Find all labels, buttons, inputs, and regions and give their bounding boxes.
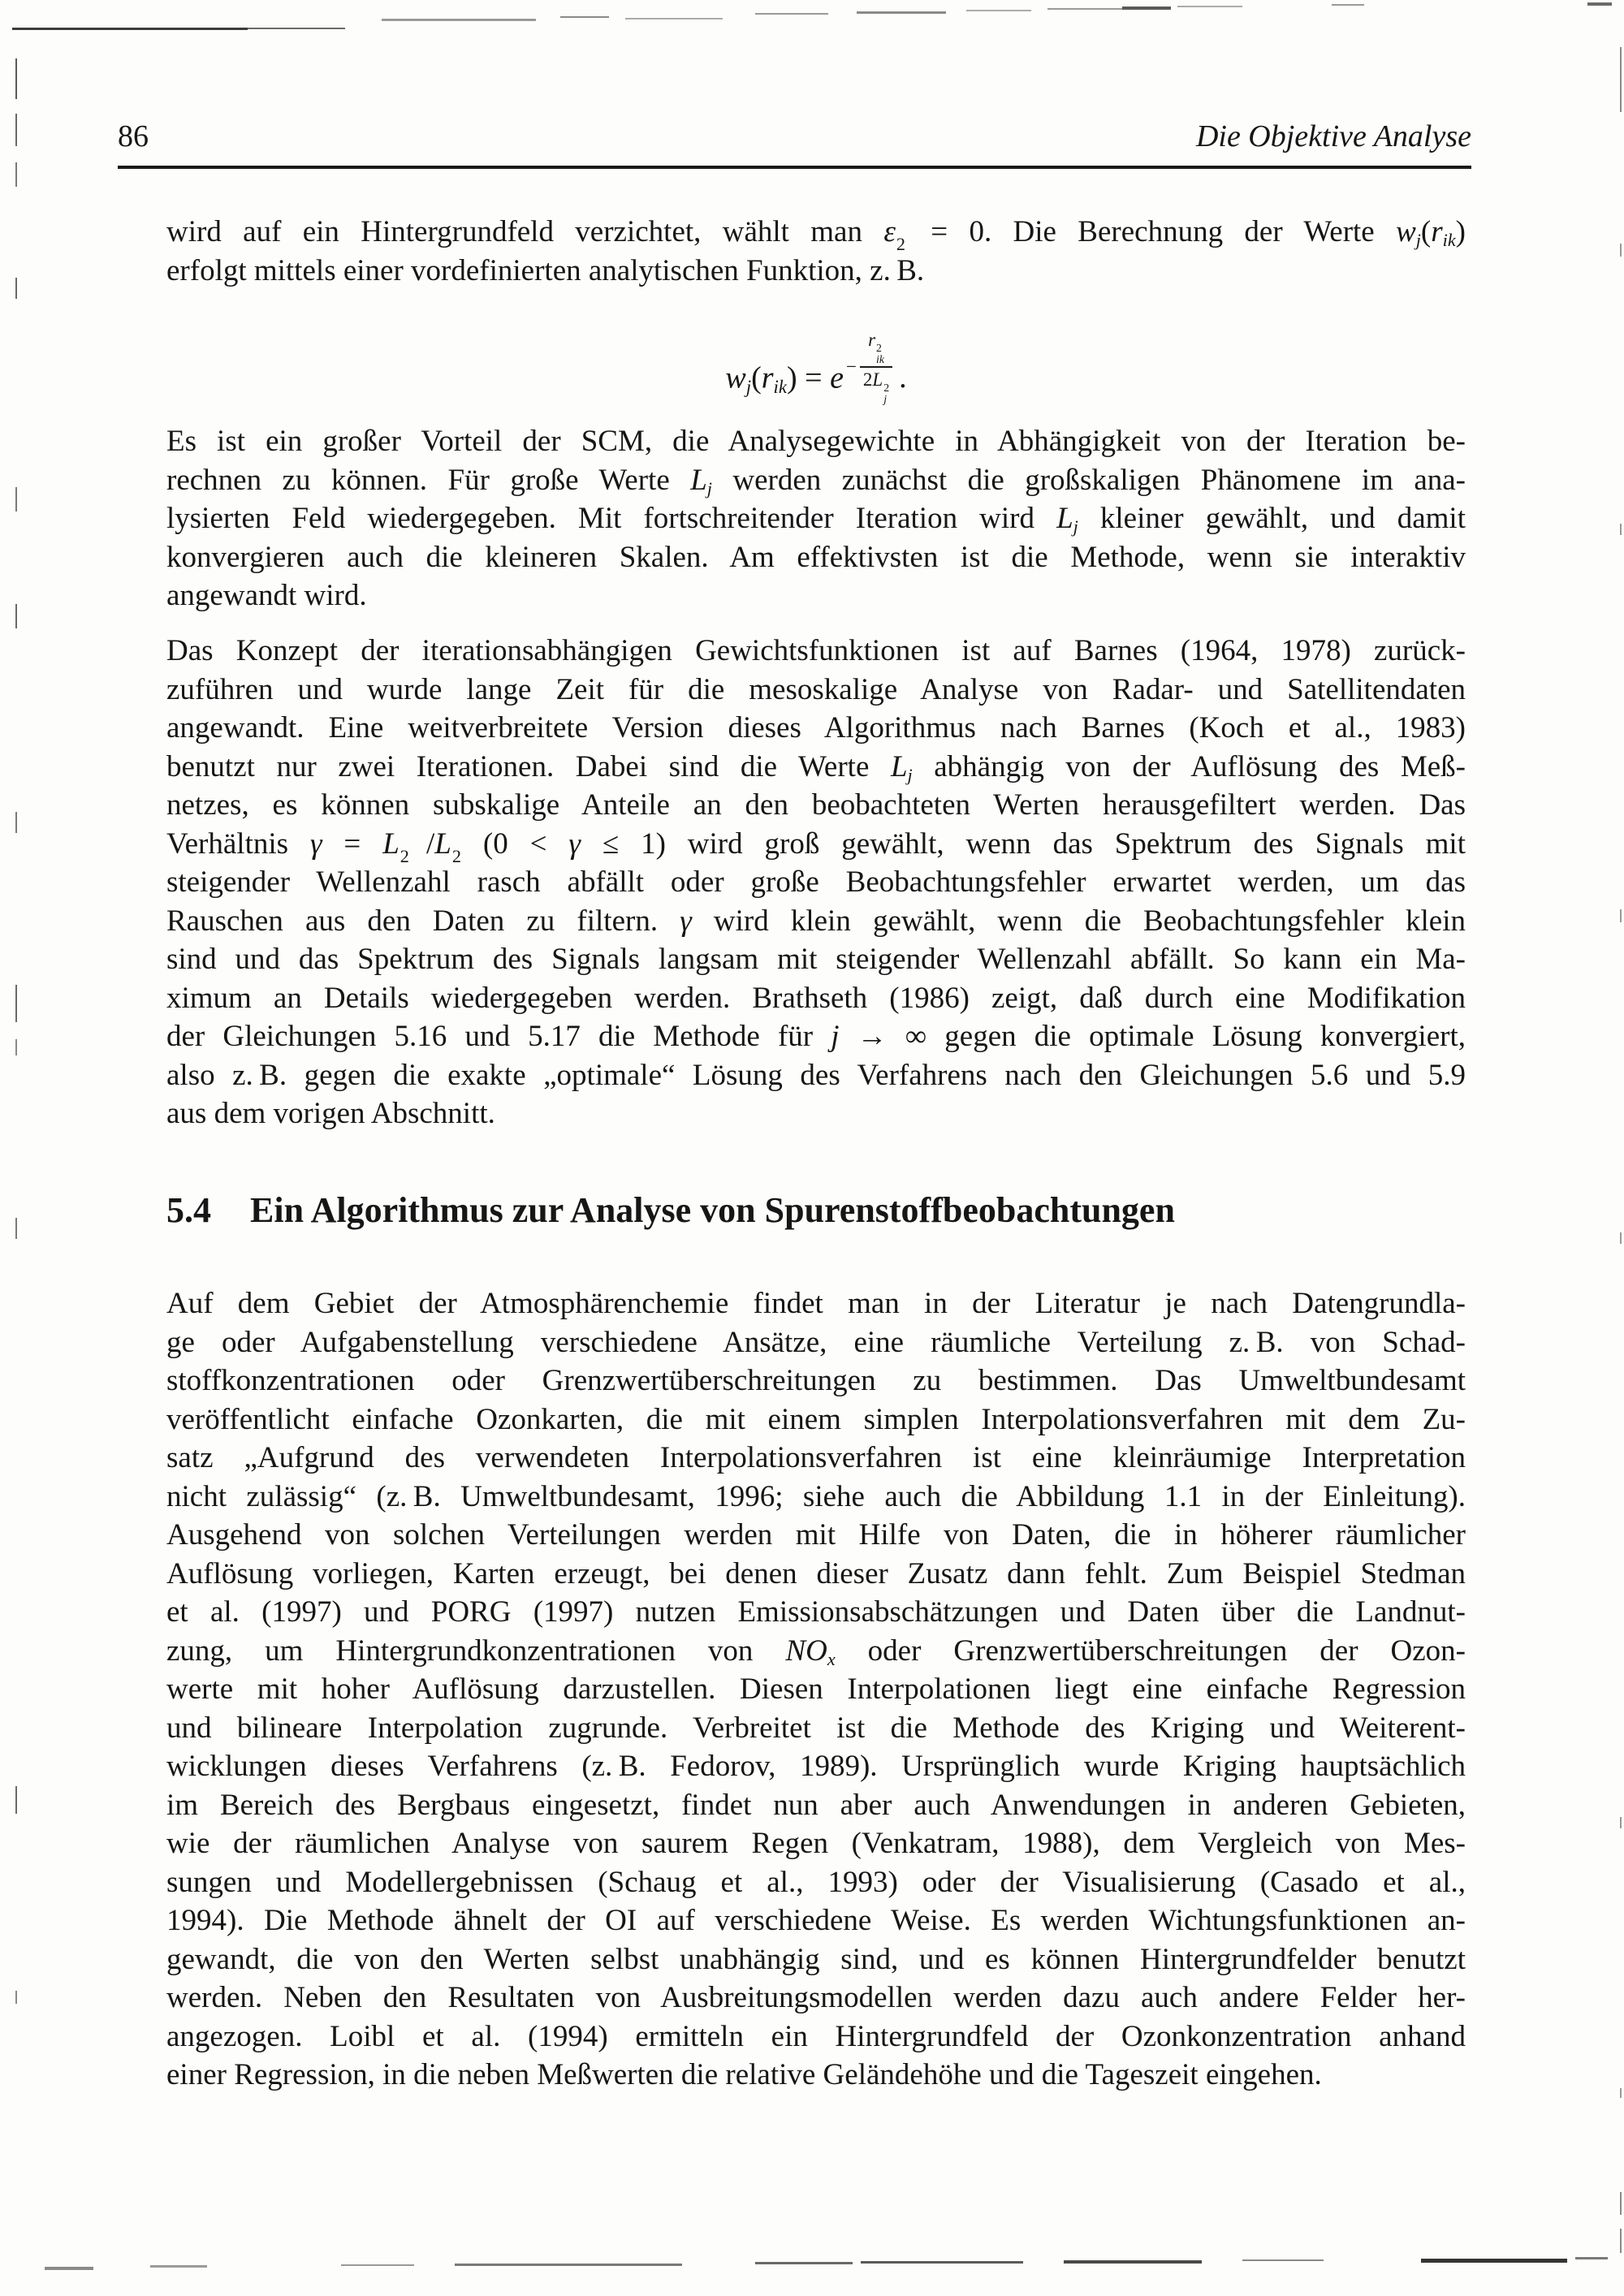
eq-den-stack (883, 382, 889, 405)
math-token: 2 (400, 845, 409, 863)
scan-artifact (1620, 2192, 1622, 2215)
text-line: 1994). Die Methode ähnelt der OI auf verschiedene Weise. Es werden Wichtungsfunktionen an- (166, 1904, 1466, 1937)
eq-num-r: r (868, 330, 876, 350)
scan-artifact (1620, 244, 1622, 257)
math-token: 2 (451, 845, 461, 863)
scan-artifact (1620, 909, 1622, 922)
math-token: j (706, 477, 712, 498)
text-line: rechnen zu können. Für große Werte Lj werden zunächst die großskaligen Phänomene im ana- (166, 463, 1466, 498)
scan-artifact (1332, 4, 1364, 6)
math-token: ik (1442, 230, 1456, 251)
scan-artifact (15, 1786, 17, 1814)
section-number: 5.4 (166, 1190, 211, 1230)
page-number: 86 (118, 119, 149, 153)
eq-r-sub: ik (773, 376, 787, 397)
scan-artifact (1064, 2260, 1202, 2264)
eq-den-coeff: 2 (862, 369, 873, 391)
math-token: j (907, 764, 913, 785)
section-heading (166, 1190, 1466, 1231)
math-token: ε (883, 215, 896, 248)
header-rule (118, 166, 1471, 169)
text-line: werden. Neben den Resultaten von Ausbreitungsmodellen werden dazu auch andere Felder her- (166, 1981, 1466, 2014)
eq-w-sub: j (745, 376, 752, 397)
eq-w: w (725, 360, 746, 395)
scan-artifact (1177, 6, 1242, 7)
text-line: zuführen und wurde lange Zeit für die mesoskalige Analyse von Radar- und Satellitendaten (166, 672, 1466, 706)
eq-num-sup: 2 (876, 341, 882, 354)
text-line: et al. (1997) und PORG (1997) nutzen Emissionsabschätzungen und Daten über die Landnut- (166, 1595, 1466, 1629)
scan-artifact (455, 2264, 682, 2266)
math-token: 2 (896, 234, 905, 252)
scan-artifact (15, 114, 17, 146)
eq-num-stack (876, 343, 884, 365)
eq-equals: = (805, 360, 823, 395)
text-line: und bilineare Interpolation zugrunde. Verbreitet ist die Methode des Kriging und Weiterent- (166, 1711, 1466, 1745)
scan-artifact (15, 162, 17, 187)
eq-open-paren: ( (751, 360, 762, 395)
text-line: stoffkonzentrationen oder Grenzwertüberschreitungen zu bestimmen. Das Umweltbundesamt (166, 1364, 1466, 1397)
running-head (118, 120, 1471, 153)
math-token: L (890, 749, 908, 783)
scan-artifact (15, 985, 17, 1022)
scan-artifact (1047, 8, 1145, 10)
scan-artifact (1620, 1817, 1622, 1828)
scan-artifact (15, 1218, 17, 1239)
paragraph-1 (166, 213, 1466, 290)
paragraph-4 (166, 1284, 1466, 2095)
text-line: sind und das Spektrum des Signals langsam mit steigender Wellenzahl abfällt. So kann ein Ma- (166, 943, 1466, 976)
text-line: wird auf ein Hintergrundfeld verzichtet, wählt man ε 2 = 0. Die Berechnung der Werte wj(rik) (166, 213, 1466, 252)
scan-artifact (12, 28, 248, 30)
eq-exponent (846, 330, 892, 405)
text-line: Es ist ein großer Vorteil der SCM, die Analysegewichte in Abhängigkeit von der Iteration be- (166, 425, 1466, 458)
text-line: angezogen. Loibl et al. (1994) ermitteln ein Hintergrundfeld der Ozonkonzentration anhand (166, 2019, 1466, 2053)
scan-artifact (966, 10, 1031, 11)
paragraph-2 (166, 422, 1466, 615)
math-token: j (1415, 230, 1421, 251)
eq-num-sub: ik (876, 352, 884, 365)
scan-artifact (1620, 524, 1622, 535)
math-token: r (1431, 215, 1443, 248)
text-line: steigender Wellenzahl rasch abfällt oder große Beobachtungsfehler erwartet werden, um das (166, 865, 1466, 899)
text-line: ge oder Aufgabenstellung verschiedene Ansätze, eine räumliche Verteilung z. B. von Schad- (166, 1325, 1466, 1359)
eq-den-sub: j (883, 393, 888, 406)
text-line: werte mit hoher Auflösung darzustellen. Diesen Interpolationen liegt eine einfache Regression (166, 1672, 1466, 1706)
scan-artifact (560, 16, 609, 18)
scan-artifact (15, 58, 17, 99)
scan-artifact (755, 13, 828, 15)
text-line: ximum an Details wiedergegeben werden. Brathseth (1986) zeigt, daß durch eine Modifikation (166, 981, 1466, 1015)
scan-artifact (382, 19, 536, 21)
scan-artifact (1575, 2257, 1608, 2259)
text-line: veröffentlicht einfache Ozonkarten, die mit einem simplen Interpolationsverfahren mit dem Zu- (166, 1402, 1466, 1436)
scan-artifact (1587, 2, 1612, 6)
eq-fraction (860, 330, 892, 405)
scan-artifact (15, 1039, 17, 1055)
equation-weight-function (166, 310, 1466, 405)
math-token: x (827, 1648, 836, 1669)
scan-artifact (45, 2267, 93, 2270)
running-title: Die Objektive Analyse (1195, 119, 1471, 153)
scan-artifact (15, 278, 17, 299)
scan-artifact (341, 2264, 414, 2266)
text-line: einer Regression, in die neben Meßwerten die relative Geländehöhe und die Tageszeit eingehen. (166, 2058, 1322, 2091)
text-line: lysierten Feld wiedergegeben. Mit fortschreitender Iteration wird Lj kleiner gewählt, und damit (166, 502, 1466, 537)
text-line: gewandt, die von den Werten selbst unabhängig sind, und es können Hintergrundfelder benutzt (166, 1942, 1466, 1976)
text-line: wie der räumlichen Analyse von saurem Regen (Venkatram, 1988), dem Vergleich von Mes- (166, 1827, 1466, 1860)
scan-artifact (1242, 2259, 1324, 2261)
scan-artifact (150, 2265, 207, 2268)
math-token: NO (785, 1634, 827, 1668)
eq-close-paren: ) (786, 360, 797, 395)
math-token: γ (309, 826, 322, 861)
math-token: L (690, 463, 707, 497)
text-line: Auf dem Gebiet der Atmosphärenchemie findet man in der Literatur je nach Datengrundla- (166, 1287, 1466, 1320)
math-token: L (382, 826, 400, 861)
scan-artifact (1620, 1232, 1622, 1244)
text-line: im Bereich des Bergbaus eingesetzt, findet nun aber auch Anwendungen in anderen Gebieten, (166, 1788, 1466, 1822)
text-line: Auflösung vorliegen, Karten erzeugt, bei denen dieser Zusatz dann fehlt. Zum Beispiel Stedman (166, 1556, 1466, 1590)
paragraph-3 (166, 632, 1466, 1133)
text-line: angewandt wird. (166, 579, 367, 612)
text-line: Ausgehend von solchen Verteilungen werden mit Hilfe von Daten, die in höherer räumlicher (166, 1518, 1466, 1552)
scan-artifact (1421, 2259, 1567, 2263)
eq-e: e (830, 360, 844, 395)
eq-numerator (860, 330, 892, 366)
eq-period: . (899, 360, 907, 395)
text-line: nicht zulässig“ (z. B. Umweltbundesamt, 1996; siehe auch die Abbildung 1.1 in der Einleitung). (166, 1479, 1466, 1513)
text-line: zung, um Hintergrundkonzentrationen von NOx oder Grenzwertüberschreitungen der Ozon- (166, 1634, 1466, 1669)
scan-artifact (15, 487, 17, 511)
scan-artifact (857, 11, 946, 14)
text-line: aus dem vorigen Abschnitt. (166, 1097, 495, 1130)
section-title: Ein Algorithmus zur Analyse von Spurenstoffbeobachtungen (250, 1190, 1175, 1230)
scan-artifact (1620, 2088, 1622, 2098)
text-line: der Gleichungen 5.16 und 5.17 die Methode für j → ∞ gegen die optimale Lösung konvergiert, (166, 1020, 1466, 1053)
text-line: Das Konzept der iterationsabhängigen Gewichtsfunktionen ist auf Barnes (1964, 1978) zurück- (166, 634, 1466, 667)
eq-denominator (860, 366, 892, 404)
eq-den-L: L (872, 369, 883, 391)
text-line: also z. B. gegen die exakte „optimale“ Lösung des Verfahrens nach den Gleichungen 5.6 und 5.9 (166, 1058, 1466, 1092)
text-line: angewandt. Eine weitverbreitete Version dieses Algorithmus nach Barnes (Koch et al., 1983) (166, 711, 1466, 744)
math-token: L (434, 826, 451, 861)
text-line: erfolgt mittels einer vordefinierten analytischen Funktion, z. B. (166, 253, 925, 287)
scan-artifact (1620, 47, 1622, 112)
math-token: j (831, 1020, 840, 1053)
text-line: netzes, es können subskalige Anteile an den beobachteten Werten herausgefiltert werden. Das (166, 788, 1466, 822)
text-line: Rauschen aus den Daten zu filtern. γ wird klein gewählt, wenn die Beobachtungsfehler klein (166, 904, 1466, 938)
text-line: sungen und Modellergebnissen (Schaug et al., 1993) oder der Visualisierung (Casado et al., (166, 1865, 1466, 1899)
scan-artifact (15, 604, 17, 628)
scan-artifact (755, 2262, 853, 2264)
math-token: j (1073, 516, 1078, 537)
math-token: w (1396, 215, 1416, 248)
scan-artifact (625, 18, 723, 19)
text-line: satz „Aufgrund des verwendeten Interpolationsverfahren ist eine kleinräumige Interpretation (166, 1441, 1466, 1474)
math-token: γ (568, 826, 581, 861)
scan-artifact (15, 812, 17, 833)
scan-artifact (15, 1991, 17, 2004)
text-line: wicklungen dieses Verfahrens (z. B. Fedorov, 1989). Ursprünglich wurde Kriging hauptsächlich (166, 1750, 1466, 1783)
scan-artifact (248, 28, 345, 29)
scan-artifact (1122, 6, 1171, 10)
eq-r: r (761, 360, 774, 395)
scan-artifact (1620, 2229, 1622, 2253)
eq-minus: − (845, 356, 857, 378)
eq-den-sup: 2 (883, 382, 890, 395)
scan-artifact (861, 2261, 1023, 2264)
text-line: Verhältnis γ = L 2 /L 2 (0 < γ ≤ 1) wird groß gewählt, wenn das Spektrum des Signals mit (166, 825, 1466, 864)
math-token: L (1056, 502, 1073, 535)
math-token: γ (680, 904, 692, 938)
text-line: konvergieren auch die kleineren Skalen. Am effektivsten ist die Methode, wenn sie interaktiv (166, 540, 1466, 574)
text-line: benutzt nur zwei Iterationen. Dabei sind die Werte Lj abhängig von der Auflösung des Meß- (166, 749, 1466, 785)
